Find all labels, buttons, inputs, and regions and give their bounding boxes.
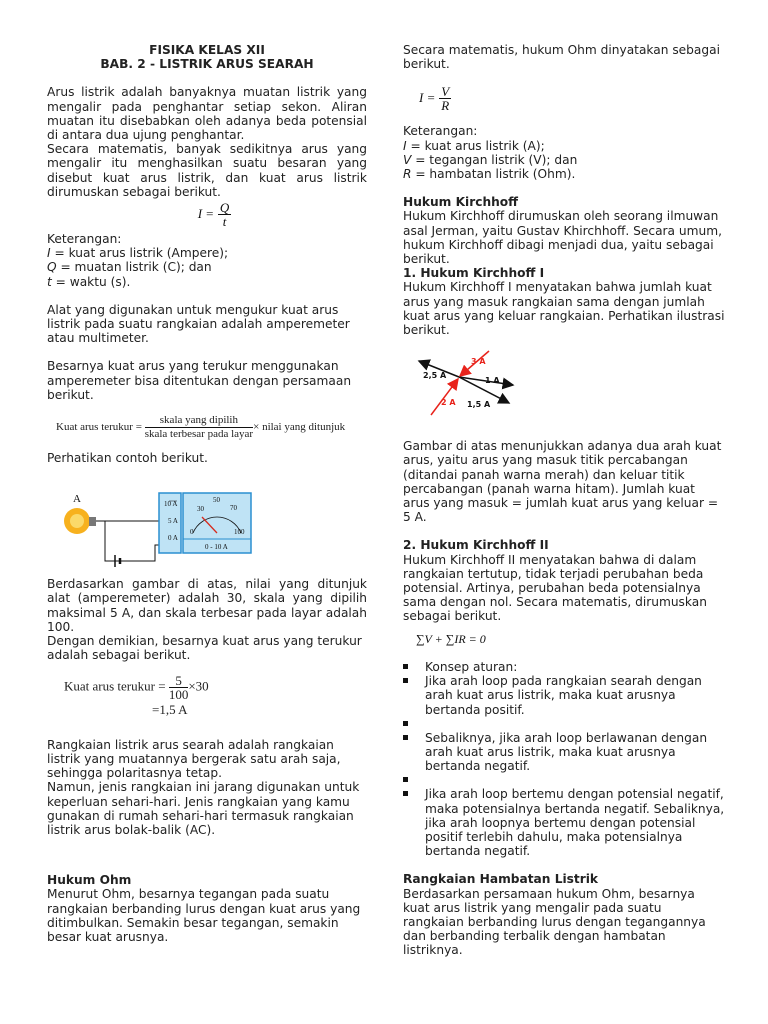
formula-kuat-arus-terukur: Kuat arus terukur = $\frac{\text{skala yang dipilih}}{\text{skala terbesar pada layar}}$ × nilai yang ditunjuk (56, 414, 346, 441)
svg-text:2 A: 2 A (441, 398, 456, 408)
range-10a: 10 A (164, 500, 178, 509)
paragraph-kirchhoff: Hukum Kirchhoff dirumuskan oleh seorang ilmuwan asal Jerman, yaitu Gustav Khirchhoff. Secara umum, hukum Kirchhoff dibagi menjadi dua, yaitu sebagai berikut. (403, 209, 722, 267)
doc-subtitle: BAB. 2 - LISTRIK ARUS SEARAH (100, 57, 314, 72)
scale-label: 0 - 10 A (205, 543, 228, 552)
ket-item: t = waktu (s). (47, 274, 131, 289)
list-item (403, 717, 725, 731)
paragraph-amperemeter: Alat yang digunakan untuk mengukur kuat arus listrik pada suatu rangkaian adalah amperemeter atau multimeter. (47, 302, 350, 346)
svg-text:2,5 A: 2,5 A (423, 371, 447, 381)
formula-ohm: I = $\frac{V}{R}$ (419, 84, 450, 114)
paragraph-kirchhoff-2: Hukum Kirchhoff II menyatakan bahwa di dalam rangkaian tertutup, tidak terjadi perubahan beda potensial. Artinya, perubahan beda potensialnya sama dengan nol. Secara matematis, dirumuskan sebagai berikut. (403, 552, 707, 624)
svg-text:1,5 A: 1,5 A (467, 400, 491, 410)
range-0a: 0 A (168, 534, 178, 543)
formula-current: I = $\frac{Q}{t}$ (197, 200, 230, 230)
ket-item: Q = muatan listrik (C); dan (47, 260, 212, 275)
arrow-in-2a (431, 379, 458, 415)
right-column (403, 0, 725, 958)
paragraph-hambatan: Berdasarkan persamaan hukum Ohm, besarnya kuat arus listrik yang mengalir pada suatu rangkaian berbanding lurus dengan tegangannya dan berbanding terbalik dengan hambatan listriknya. (403, 886, 706, 958)
amperemeter-figure (47, 489, 367, 571)
junction-figure (417, 347, 527, 427)
heading-hukum-kirchhoff: Hukum Kirchhoff (403, 195, 519, 210)
heading-kirchhoff-2: 2. Hukum Kirchhoff II (403, 538, 549, 553)
ket-item: V = tegangan listrik (V); dan (403, 152, 578, 167)
paragraph-contoh: Perhatikan contoh berikut. (47, 451, 208, 466)
lamp-label: A (73, 493, 81, 506)
left-column (47, 0, 367, 944)
formula-kirchhoff-2: ∑V + ∑IR = 0 (416, 631, 486, 646)
rule-list (403, 660, 725, 858)
list-item: Sebaliknya, jika arah loop berlawanan dengan arah kuat arus listrik, maka kuat arusnya bertanda negatif. (403, 731, 725, 774)
ket-item: I = kuat arus listrik (Ampere); (47, 246, 229, 261)
svg-text:3 A: 3 A (471, 357, 486, 367)
ket-item: I = kuat arus listrik (A); (403, 138, 545, 153)
svg-text:30: 30 (197, 505, 204, 514)
svg-text:0: 0 (190, 528, 194, 537)
paragraph-persamaan: Besarnya kuat arus yang terukur menggunakan amperemeter bisa ditentukan dengan persamaan berikut. (47, 359, 352, 402)
range-5a: 5 A (168, 517, 178, 526)
list-item: Konsep aturan: (403, 660, 725, 674)
svg-text:100: 100 (234, 528, 245, 537)
heading-hukum-ohm: Hukum Ohm (47, 873, 132, 888)
heading-kirchhoff-1: 1. Hukum Kirchhoff I (403, 266, 545, 281)
list-item: Jika arah loop bertemu dengan potensial negatif, maka potensialnya bertanda negatif. Sebaliknya, jika arah loopnya bertemu dengan potensial positif terlebih dahulu, maka potensialnya bertanda negatif. (403, 787, 725, 858)
svg-text:1 A: 1 A (485, 376, 500, 386)
paragraph-junction-explain: Gambar di atas menunjukkan adanya dua arah kuat arus, yaitu arus yang masuk titik percabangan (ditandai panah warna merah) dan keluar titik percabangan (panah warna hitam). Jumlah kuat arus yang masuk = jumlah kuat arus yang keluar = 5 A. (403, 439, 722, 525)
ket-item: R = hambatan listrik (Ohm). (403, 167, 576, 182)
paragraph-arus-searah: Rangkaian listrik arus searah adalah rangkaian listrik yang muatannya bergerak satu arah saja, sehingga polaritasnya tetap. (47, 737, 341, 781)
svg-text:50: 50 (213, 496, 220, 505)
keterangan-label: Keterangan: (47, 232, 122, 247)
heading-hambatan-listrik: Rangkaian Hambatan Listrik (403, 872, 599, 887)
list-item: Jika arah loop pada rangkaian searah dengan arah kuat arus listrik, maka kuat arusnya bertanda positif. (403, 674, 725, 717)
paragraph-ohm-matematis: Secara matematis, hukum Ohm dinyatakan sebagai berikut. (403, 43, 720, 72)
paragraph-ohm: Menurut Ohm, besarnya tegangan pada suatu rangkaian berbanding lurus dengan kuat arus yang ditimbulkan. Semakin besar tegangan, semakin besar kuat arusnya. (47, 887, 361, 944)
keterangan-label: Keterangan: (403, 124, 478, 139)
paragraph-berdasarkan: Berdasarkan gambar di atas, nilai yang ditunjuk alat (amperemeter) adalah 30, skala yang dipilih maksimal 5 A, dan skala terbesar pada layar adalah 100. (47, 577, 367, 634)
paragraph-dengan-demikian: Dengan demikian, besarnya kuat arus yang terukur adalah sebagai berikut. (47, 634, 362, 663)
paragraph-ac: Namun, jenis rangkaian ini jarang digunakan untuk keperluan sehari-hari. Jenis rangkaian yang kamu gunakan di rumah sehari-hari termasuk rangkaian listrik arus bolak-balik (AC). (47, 780, 360, 837)
svg-text:70: 70 (230, 504, 237, 513)
intro-paragraph: Arus listrik adalah banyaknya muatan listrik yang mengalir pada penghantar setiap sekon. Aliran muatan itu disebabkan oleh adanya beda potensial di antara dua ujung penghantar. (47, 85, 367, 143)
list-item (403, 773, 725, 787)
paragraph-kirchhoff-1: Hukum Kirchhoff I menyatakan bahwa jumlah kuat arus yang masuk rangkaian sama dengan jumlah kuat arus yang keluar rangkaian. Perhatikan ilustrasi berikut. (403, 280, 725, 338)
formula-contoh: Kuat arus terukur = $\frac{5}{100}$ ×30 =1,5 A (64, 673, 209, 718)
doc-title: FISIKA KELAS XII (149, 43, 265, 57)
intro-paragraph-2: Secara matematis, banyak sedikitnya arus yang mengalir itu menghasilkan suatu besaran yang disebut kuat arus listrik, dan kuat arus listrik dirumuskan sebagai berikut. (47, 142, 367, 199)
